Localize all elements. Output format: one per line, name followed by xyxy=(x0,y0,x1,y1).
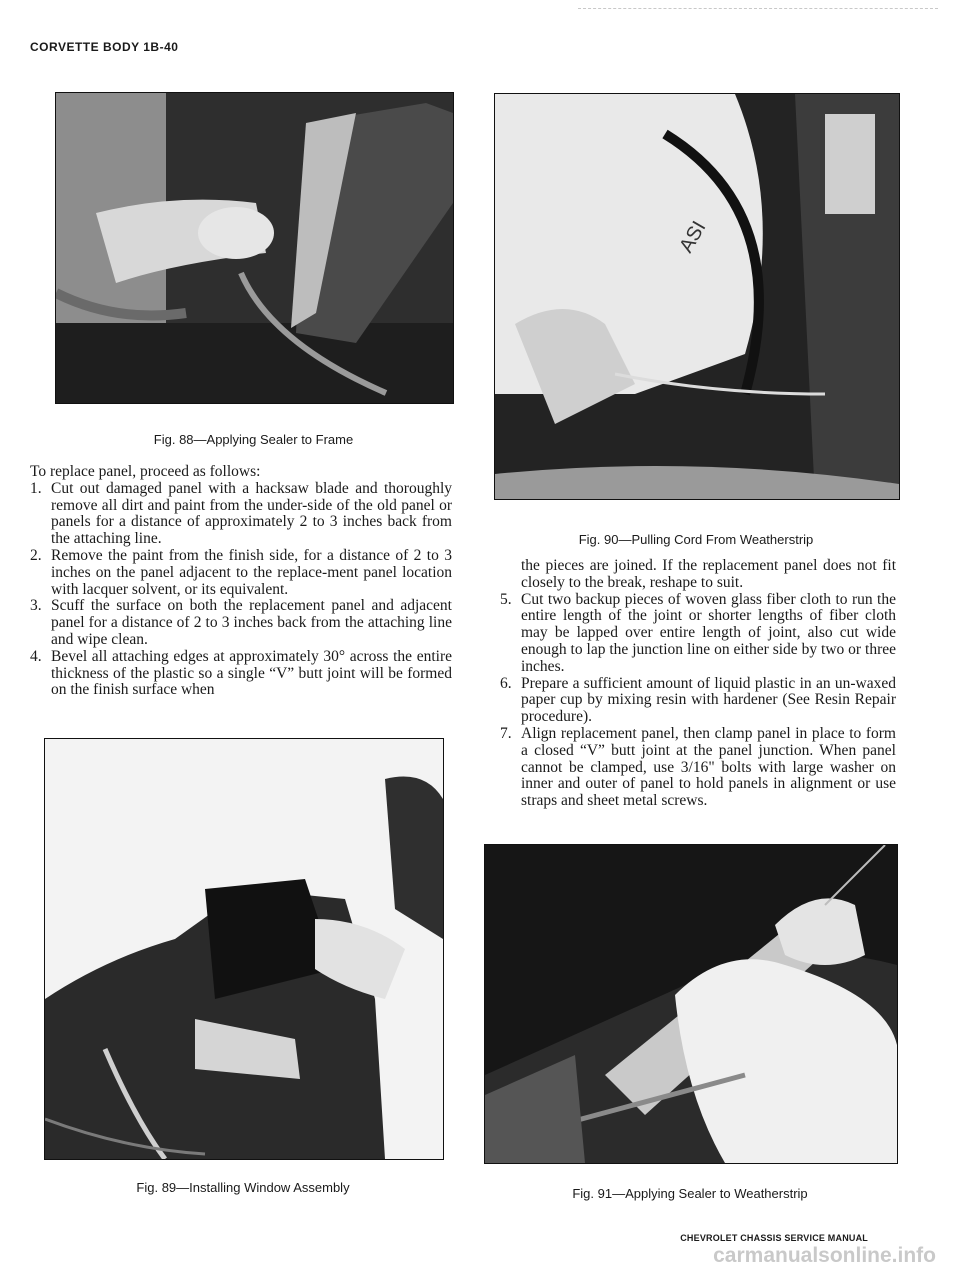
fig-88-photo xyxy=(55,92,454,404)
fig-90-caption: Fig. 90—Pulling Cord From Weatherstrip xyxy=(578,532,814,547)
steps-list-right xyxy=(500,592,896,810)
fig-91-caption: Fig. 91—Applying Sealer to Weatherstrip xyxy=(572,1186,808,1201)
step-item xyxy=(500,592,896,676)
step-text: Cut two backup pieces of woven glass fiber cloth to run the entire length of the joint or shorter lengths of fiber cloth may be lapped over entire length of joint, also cut wide enough to lap the junction line on either side by two or three inches. xyxy=(521,590,896,675)
step-text: Scuff the surface on both the replacement panel and adjacent panel for a distance of 2 to 3 inches back from the attaching line and wipe clean. xyxy=(51,597,452,648)
step-text: Align replacement panel, then clamp panel in place to form a closed “V” butt joint at the panel junction. When panel cannot be clamped, use 3/16" bolts with large washer on inner and outer of panel to hold panels in alignment or use straps and sheet metal screws. xyxy=(521,724,896,810)
watermark: carmanualsonline.info xyxy=(713,1244,936,1267)
step-item xyxy=(500,726,896,810)
step-item xyxy=(30,598,452,648)
step-item xyxy=(30,649,452,699)
step-text: Remove the paint from the finish side, for a distance of 2 to 3 inches on the panel adjacent to the replace-ment panel location with lacquer solvent, or its equivalent. xyxy=(51,546,452,598)
step-number: 3. xyxy=(30,597,42,615)
step-number: 1. xyxy=(30,479,42,497)
step-text: Bevel all attaching edges at approximately 30° across the entire thickness of the plastic so a single “V” butt joint will be formed on the finish surface when xyxy=(51,647,452,699)
step-number: 4. xyxy=(30,647,42,665)
fig-89-caption: Fig. 89—Installing Window Assembly xyxy=(136,1180,350,1195)
step-text: Prepare a sufficient amount of liquid plastic in an un-waxed paper cup by mixing resin with hardener (See Resin Repair procedure). xyxy=(521,674,896,726)
step-item xyxy=(30,481,452,548)
fig-88-caption: Fig. 88—Applying Sealer to Frame xyxy=(153,432,354,447)
fig-90-photo xyxy=(494,93,900,500)
step-text: Cut out damaged panel with a hacksaw blade and thoroughly remove all dirt and paint from the under-side of the old panel or panels for a distance of approximately 2 to 3 inches back from the attaching line. xyxy=(51,479,452,548)
scan-edge-line xyxy=(578,8,938,9)
step-item xyxy=(30,548,452,598)
fig-89-photo xyxy=(44,738,444,1160)
step-number: 7. xyxy=(500,724,512,742)
left-column-text xyxy=(30,464,452,699)
fig-90-decal-graphic: ASI xyxy=(675,217,711,257)
footer-manual-title: CHEVROLET CHASSIS SERVICE MANUAL xyxy=(680,1233,868,1243)
continuation-paragraph: the pieces are joined. If the replacement panel does not fit closely to the break, reshape to suit. xyxy=(521,557,896,591)
fig-91-photo xyxy=(484,844,898,1164)
right-column-text xyxy=(500,558,896,810)
step-number: 6. xyxy=(500,674,512,692)
steps-list-left xyxy=(30,481,452,699)
intro-paragraph: To replace panel, proceed as follows: xyxy=(30,463,261,480)
page-header: CORVETTE BODY 1B-40 xyxy=(30,40,179,54)
step-item xyxy=(500,676,896,726)
step-number: 5. xyxy=(500,590,512,608)
step-number: 2. xyxy=(30,546,42,564)
